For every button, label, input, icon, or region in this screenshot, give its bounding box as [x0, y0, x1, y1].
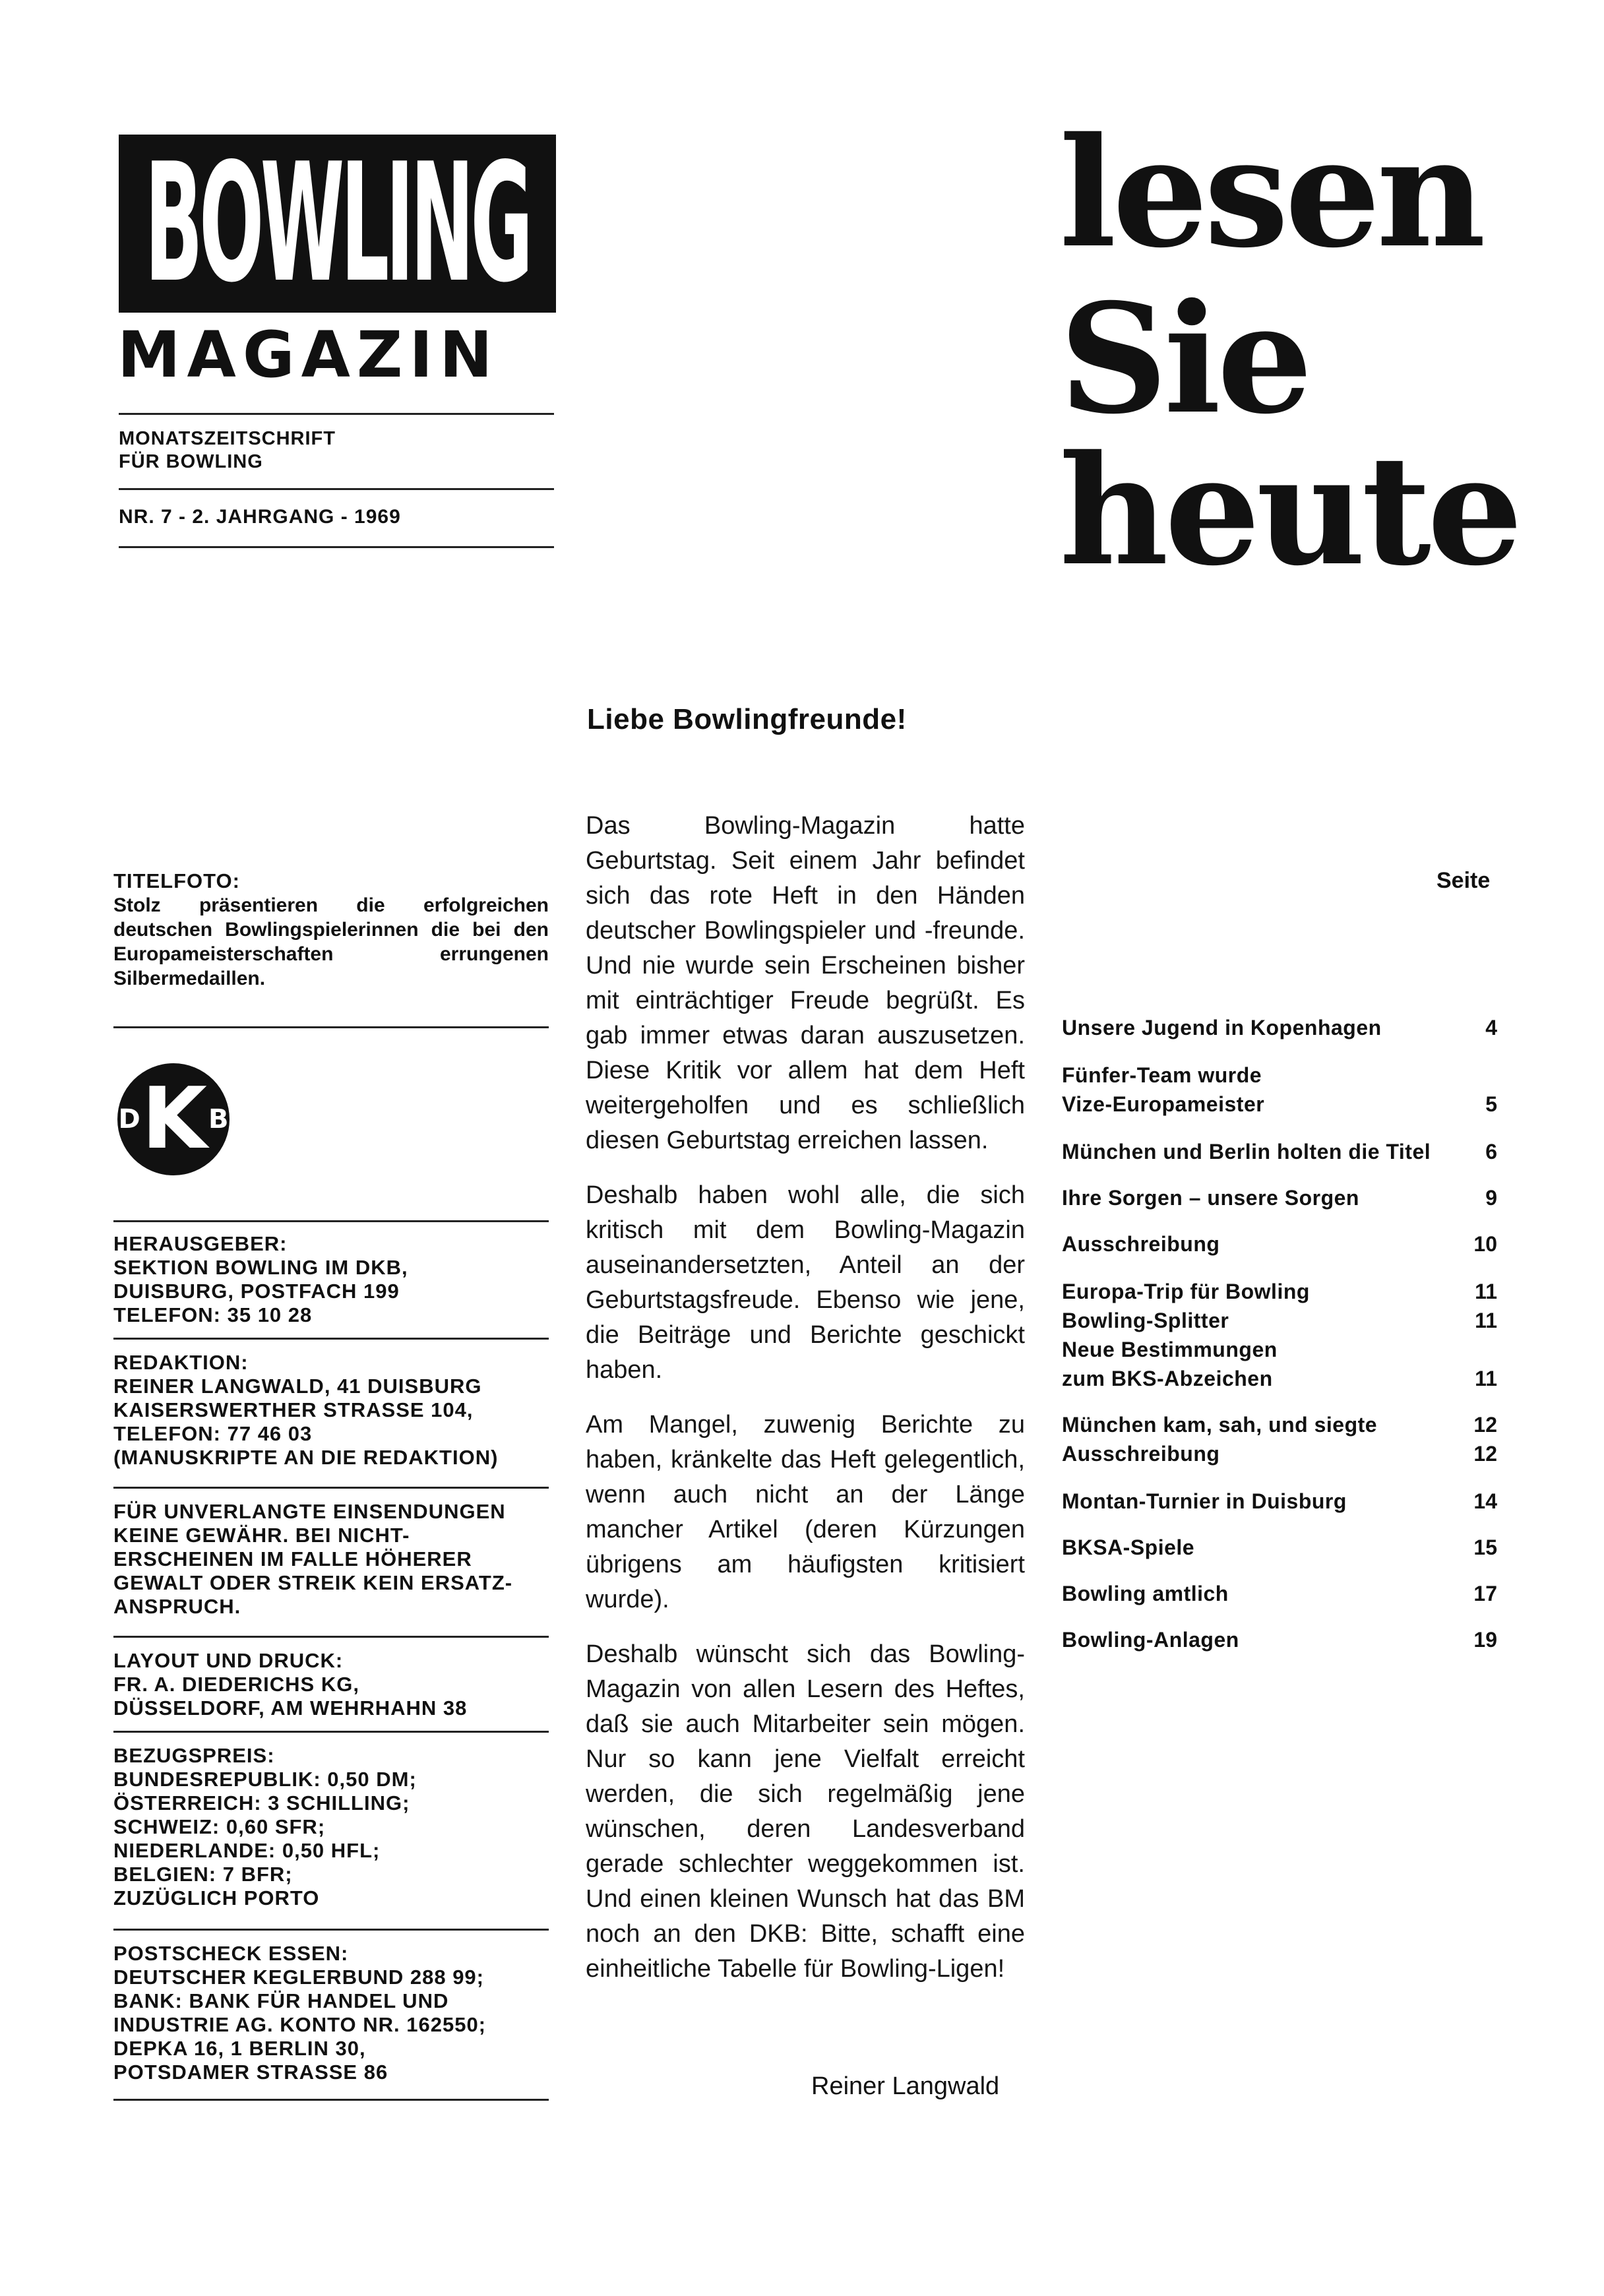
toc-entry: [1062, 1229, 1497, 1258]
toc-entry-page: 9: [1485, 1186, 1497, 1210]
toc-entry-title: Europa-Trip für Bowling: [1062, 1280, 1310, 1303]
tagline-line-2: FÜR BOWLING: [119, 451, 263, 472]
imprint-gewaehr: [113, 1500, 549, 1619]
toc-entry-title: Bowling amtlich: [1062, 1582, 1229, 1605]
toc-entry-title: Vize-Europameister: [1062, 1092, 1265, 1116]
divider: [119, 413, 554, 415]
toc-entry-page: 11: [1475, 1309, 1497, 1332]
imprint-line: POSTSCHECK ESSEN:: [113, 1942, 349, 1965]
toc-entry-title: zum BKS-Abzeichen: [1062, 1367, 1273, 1390]
toc-entry-title: BKSA-Spiele: [1062, 1536, 1195, 1559]
article-body: [586, 809, 1025, 2006]
toc-entry-title: Ausschreibung: [1062, 1442, 1220, 1466]
toc-entry-page: 4: [1485, 1016, 1497, 1039]
imprint-line: NIEDERLANDE: 0,50 HFL;: [113, 1839, 381, 1862]
dkb-logo-b: B: [208, 1104, 229, 1134]
bowling-logo: [119, 127, 556, 319]
toc-entry-page: 17: [1473, 1582, 1497, 1605]
imprint-herausgeber: [113, 1232, 549, 1327]
toc-entry-page: 14: [1473, 1489, 1497, 1513]
imprint-line: REINER LANGWALD, 41 DUISBURG: [113, 1375, 482, 1398]
divider: [113, 1220, 549, 1222]
imprint-line: FR. A. DIEDERICHS KG,: [113, 1673, 359, 1696]
imprint-line: REDAKTION:: [113, 1351, 249, 1374]
toc-entry-title: Ihre Sorgen – unsere Sorgen: [1062, 1186, 1359, 1210]
imprint-bezugspreis: [113, 1744, 549, 1910]
headline-line-2: Sie: [1059, 270, 1309, 447]
imprint-line: ZUZÜGLICH PORTO: [113, 1886, 320, 1909]
toc-entry: [1062, 1625, 1497, 1654]
toc-entry: [1062, 1183, 1497, 1212]
toc-entry-title: Ausschreibung: [1062, 1232, 1220, 1256]
toc-entry-page: 11: [1475, 1280, 1497, 1303]
toc-entry-page: 5: [1485, 1092, 1497, 1116]
imprint-line: DEPKA 16, 1 BERLIN 30,: [113, 2037, 366, 2060]
imprint-line: BELGIEN: 7 BFR;: [113, 1863, 293, 1886]
toc-entry-title: Bowling-Anlagen: [1062, 1628, 1239, 1652]
imprint-postscheck: [113, 1942, 549, 2084]
article-paragraph: Das Bowling-Magazin hatte Geburtstag. Seit einem Jahr befindet sich das rote Heft in den Händen deutscher Bowlingspieler und -freunde. Und nie wurde sein Erscheinen bisher mit einträchtiger Freude begrüßt. Es gab immer etwas daran auszusetzen. Diese Kritik vor allem hat dem Heft weitergeholfen und es schließlich diesen Geburtstag erreichen lassen.: [586, 812, 1025, 1154]
toc-entry-title: Unsere Jugend in Kopenhagen: [1062, 1016, 1382, 1039]
magazin-title: MAGAZIN: [117, 318, 499, 392]
imprint-line: KEINE GEWÄHR. BEI NICHT-: [113, 1524, 410, 1547]
dkb-logo-k: K: [141, 1070, 207, 1168]
divider: [119, 546, 554, 548]
imprint-line: SCHWEIZ: 0,60 SFR;: [113, 1815, 326, 1838]
dkb-logo-d: D: [118, 1104, 140, 1134]
imprint-redaktion: [113, 1351, 549, 1470]
divider: [113, 1026, 549, 1028]
toc-entry: [1062, 1335, 1497, 1393]
article-paragraph: Am Mangel, zuwenig Berichte zu haben, kränkelte das Heft gelegentlich, wenn auch nicht an der Länge mancher Artikel (deren Kürzungen übrigens am häufigsten kritisiert wurde).: [586, 1411, 1025, 1613]
imprint-line: KAISERSWERTHER STRASSE 104,: [113, 1398, 474, 1421]
divider: [113, 1487, 549, 1489]
imprint-line: HERAUSGEBER:: [113, 1232, 288, 1255]
article-greeting: Liebe Bowlingfreunde!: [587, 703, 907, 735]
toc-entry: [1062, 1579, 1497, 1608]
imprint-line: SEKTION BOWLING IM DKB,: [113, 1256, 408, 1279]
toc-entry-page: 6: [1485, 1140, 1497, 1164]
imprint-line: FÜR UNVERLANGTE EINSENDUNGEN: [113, 1500, 506, 1523]
dkb-logo: [117, 1063, 230, 1175]
titelfoto-heading: TITELFOTO:: [113, 869, 240, 892]
toc-heading: Seite: [1436, 868, 1491, 893]
imprint-line: ANSPRUCH.: [113, 1595, 241, 1618]
toc-entry: [1062, 1410, 1497, 1439]
toc-entry-title: Montan-Turnier in Duisburg: [1062, 1489, 1347, 1513]
logo-word: BOWLING: [144, 127, 530, 319]
toc-entry-page: 12: [1473, 1413, 1497, 1437]
imprint-line: LAYOUT UND DRUCK:: [113, 1649, 344, 1672]
article-paragraph: Deshalb haben wohl alle, die sich kritisch mit dem Bowling-Magazin auseinandersetzten, Anteil an der Geburtstagsfreude. Ebenso wie jene, die Beiträge und Berichte geschickt haben.: [586, 1181, 1025, 1384]
toc-entry-title: Neue Bestimmungen: [1062, 1338, 1278, 1361]
imprint-line: GEWALT ODER STREIK KEIN ERSATZ-: [113, 1571, 513, 1594]
article-paragraph: Deshalb wünscht sich das Bowling-Magazin von allen Lesern des Heftes, daß sie auch Mitarbeiter sein mögen. Nur so kann jene Vielfalt erreicht werden, die sich regelmäßig jene wünschen, deren Landesverband gerade schlechter weggekommen ist. Und einen kleinen Wunsch hat das BM noch an den DKB: Bitte, schafft eine einheitliche Tabelle für Bowling-Ligen!: [586, 1640, 1025, 1983]
toc-entry: [1062, 1533, 1497, 1562]
titelfoto-text: Stolz präsentieren die erfolgreichen deutschen Bowlingspielerinnen die bei den Europameisterschaften errungenen Silbermedaillen.: [113, 894, 549, 989]
imprint-layout: [113, 1649, 549, 1720]
imprint-line: POTSDAMER STRASSE 86: [113, 2061, 388, 2084]
imprint-line: TELEFON: 35 10 28: [113, 1303, 313, 1326]
headline-line-1: lesen: [1059, 104, 1482, 281]
toc-entry-title: Bowling-Splitter: [1062, 1309, 1229, 1332]
divider: [113, 1636, 549, 1638]
imprint-line: BUNDESREPUBLIK: 0,50 DM;: [113, 1768, 417, 1791]
toc-entry-page: 12: [1473, 1442, 1497, 1466]
divider: [119, 488, 554, 490]
toc-entry-page: 15: [1473, 1536, 1497, 1559]
toc-entry-title: München kam, sah, und siegte: [1062, 1413, 1378, 1437]
imprint-line: BEZUGSPREIS:: [113, 1744, 275, 1767]
titelfoto-caption: [113, 869, 549, 991]
toc-entry: [1062, 1061, 1497, 1119]
headline-line-3: heute: [1059, 422, 1519, 599]
imprint-line: INDUSTRIE AG. KONTO NR. 162550;: [113, 2013, 487, 2036]
imprint-line: (MANUSKRIPTE AN DIE REDAKTION): [113, 1446, 499, 1469]
toc-entry: [1062, 1013, 1497, 1042]
toc-entry: [1062, 1439, 1497, 1468]
toc-entry-page: 10: [1473, 1232, 1497, 1256]
toc-entry: [1062, 1277, 1497, 1306]
divider: [113, 1338, 549, 1340]
toc-entry: [1062, 1137, 1497, 1166]
divider: [113, 1731, 549, 1733]
tagline-line-1: MONATSZEITSCHRIFT: [119, 428, 336, 449]
imprint-line: DUISBURG, POSTFACH 199: [113, 1280, 400, 1303]
article-signature: Reiner Langwald: [811, 2072, 1000, 2100]
issue-info: NR. 7 - 2. JAHRGANG - 1969: [119, 506, 401, 528]
toc-entry: [1062, 1306, 1497, 1335]
toc-entry-title: München und Berlin holten die Titel: [1062, 1140, 1431, 1164]
imprint-line: DEUTSCHER KEGLERBUND 288 99;: [113, 1966, 484, 1989]
imprint-line: DÜSSELDORF, AM WEHRHAHN 38: [113, 1696, 468, 1720]
toc-entry-page: 11: [1475, 1367, 1497, 1390]
imprint-line: TELEFON: 77 46 03: [113, 1422, 313, 1445]
toc-entry-page: 19: [1473, 1628, 1497, 1652]
toc-entry-title: Fünfer-Team wurde: [1062, 1063, 1262, 1087]
divider: [113, 1929, 549, 1931]
divider: [113, 2099, 549, 2101]
imprint-line: BANK: BANK FÜR HANDEL UND: [113, 1989, 449, 2012]
imprint-line: ERSCHEINEN IM FALLE HÖHERER: [113, 1547, 472, 1570]
toc-entry: [1062, 1487, 1497, 1516]
imprint-line: ÖSTERREICH: 3 SCHILLING;: [113, 1791, 410, 1815]
